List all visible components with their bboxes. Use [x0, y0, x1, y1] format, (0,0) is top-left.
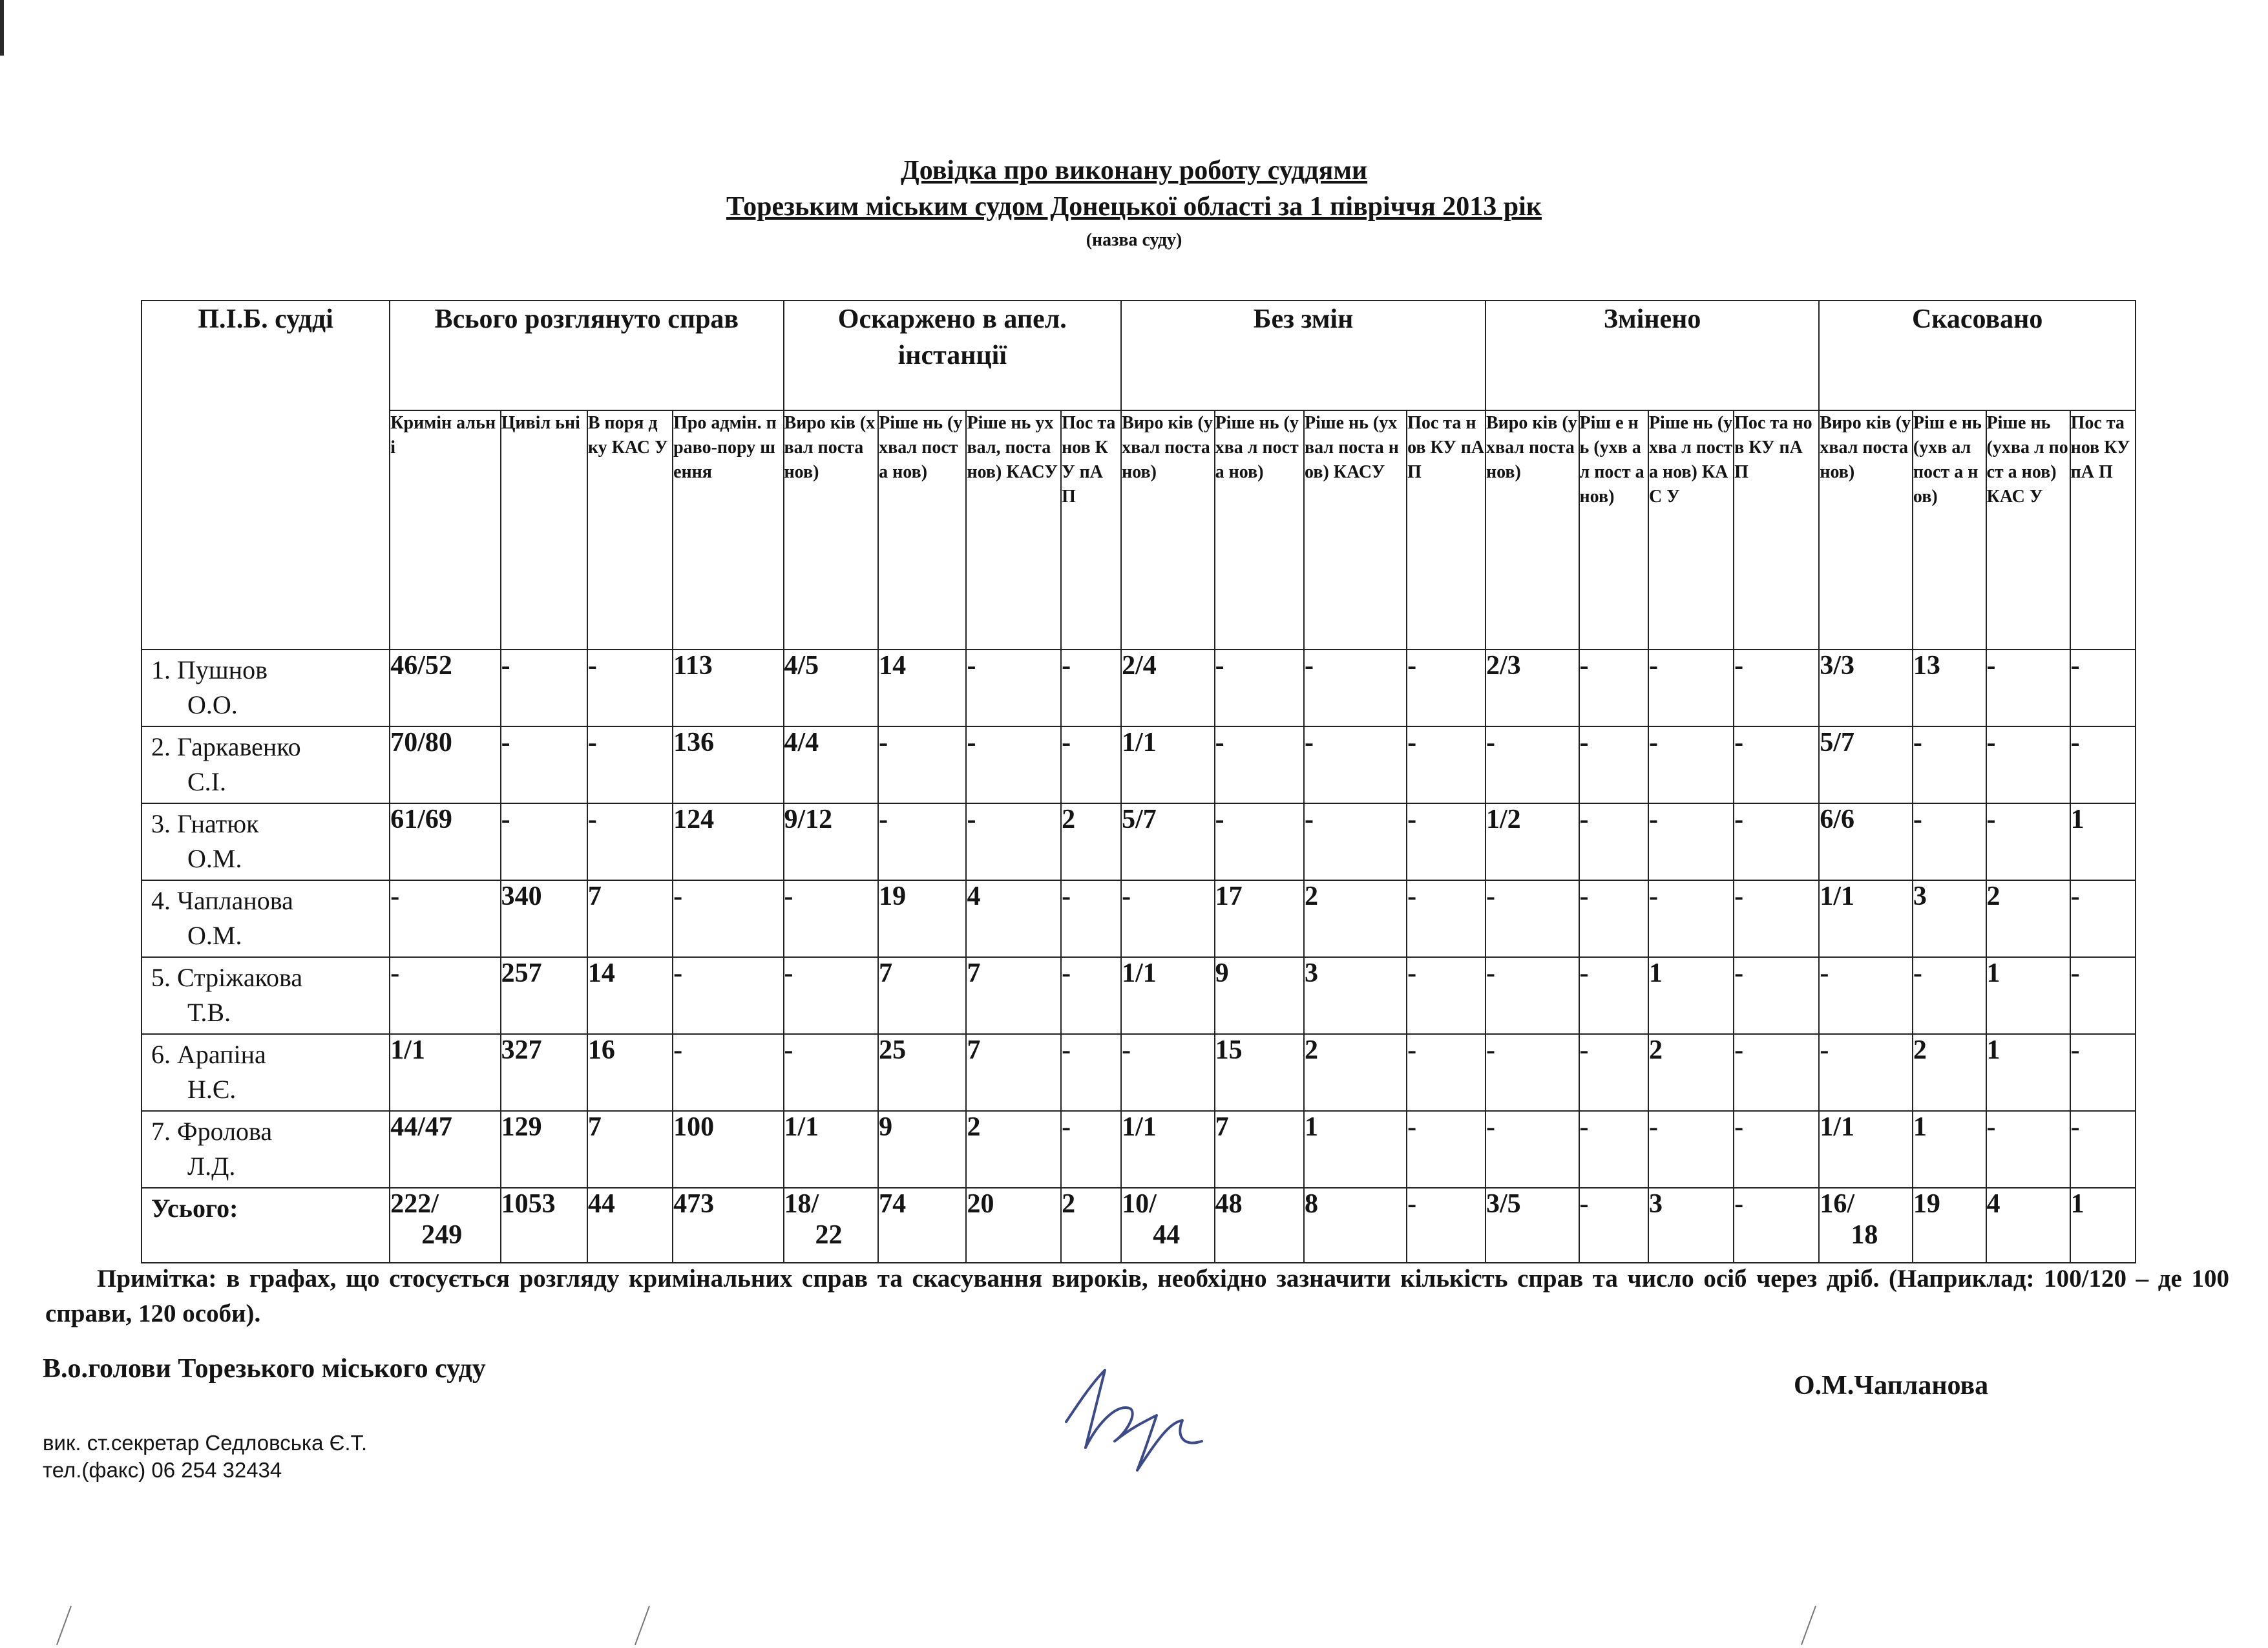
- total-value: 19: [1913, 1189, 1940, 1219]
- judge-name-cell: [142, 1111, 390, 1188]
- total-cell: [1486, 1188, 1579, 1263]
- table-cell: -: [1215, 803, 1304, 880]
- table-cell: 3/3: [1819, 650, 1913, 726]
- table-cell: -: [1986, 726, 2070, 803]
- table-cell: 2: [1986, 880, 2070, 957]
- table-cell: -: [1986, 1111, 2070, 1188]
- table-cell: 9/12: [784, 803, 879, 880]
- judge-name: 1. Пушнов: [151, 655, 268, 684]
- total-value: 3/5: [1486, 1189, 1521, 1219]
- subcolumn-header: Виро ків (ухвал поста нов): [1819, 410, 1913, 650]
- judge-name: 6. Арапіна: [151, 1040, 266, 1069]
- table-cell: -: [1913, 726, 1986, 803]
- subcolumn-header: Цивіл ьні: [501, 410, 587, 650]
- table-cell: 257: [501, 957, 587, 1034]
- table-cell: -: [673, 880, 783, 957]
- table-cell: -: [1648, 726, 1734, 803]
- total-cell: [1121, 1188, 1215, 1263]
- table-cell: 9: [1215, 957, 1304, 1034]
- total-label: Усього:: [142, 1188, 390, 1263]
- total-value: -: [1734, 1189, 1744, 1219]
- table-cell: -: [1734, 726, 1819, 803]
- table-cell: -: [1215, 726, 1304, 803]
- total-value: 22: [815, 1220, 843, 1250]
- court-caption: (назва суду): [1086, 230, 1182, 250]
- table-cell: -: [2070, 650, 2136, 726]
- table-cell: -: [1648, 650, 1734, 726]
- total-cell: [784, 1188, 879, 1263]
- table-cell: -: [1121, 880, 1215, 957]
- page-edge-mark: [0, 0, 4, 56]
- table-cell: -: [1215, 650, 1304, 726]
- judge-initials: О.М.: [187, 844, 242, 873]
- subcolumn-header: Ріше нь (ухва л пост а нов) КАС У: [1986, 410, 2070, 650]
- total-cell: [1215, 1188, 1304, 1263]
- table-cell: 1/1: [1121, 1111, 1215, 1188]
- table-cell: 5/7: [1819, 726, 1913, 803]
- total-value: 473: [673, 1189, 715, 1219]
- table-cell: 136: [673, 726, 783, 803]
- table-cell: 3: [1304, 957, 1407, 1034]
- executor-line: вик. ст.секретар Седловська Є.Т.: [43, 1431, 368, 1455]
- table-cell: 1/1: [1819, 1111, 1913, 1188]
- table-cell: -: [501, 803, 587, 880]
- total-value: 44: [1153, 1220, 1181, 1250]
- header-total-reviewed: Всього розглянуто справ: [390, 301, 783, 410]
- table-cell: 4: [966, 880, 1061, 957]
- subcolumn-header-row: [142, 410, 2136, 650]
- table-cell: 340: [501, 880, 587, 957]
- total-value: -: [1579, 1189, 1589, 1219]
- total-value: 249: [421, 1220, 463, 1250]
- table-cell: -: [1407, 957, 1486, 1034]
- table-cell: -: [966, 726, 1061, 803]
- table-cell: -: [1734, 1111, 1819, 1188]
- table-cell: 1: [1986, 957, 2070, 1034]
- table-row: [142, 803, 2136, 880]
- table-cell: -: [784, 957, 879, 1034]
- subcolumn-header: Про адмін. право-пору шення: [673, 410, 783, 650]
- judge-name-cell: [142, 957, 390, 1034]
- table-cell: 13: [1913, 650, 1986, 726]
- total-value: 3: [1648, 1189, 1663, 1219]
- table-cell: 2: [966, 1111, 1061, 1188]
- total-value: 18: [1851, 1220, 1878, 1250]
- table-cell: -: [1304, 650, 1407, 726]
- subcolumn-header: Ріш е нь (ухв ал пост а нов): [1579, 410, 1648, 650]
- table-cell: -: [1407, 650, 1486, 726]
- subcolumn-header: Пос та нов КУ пА П: [1734, 410, 1819, 650]
- table-cell: 61/69: [390, 803, 500, 880]
- subcolumn-header: В поря д ку КАС У: [587, 410, 673, 650]
- margin-mark-decoration: [630, 1603, 656, 1648]
- table-cell: 124: [673, 803, 783, 880]
- table-cell: -: [390, 880, 500, 957]
- table-cell: -: [1579, 650, 1648, 726]
- subcolumn-header: Пос та нов КУ пА П: [1061, 410, 1121, 650]
- table-cell: 100: [673, 1111, 783, 1188]
- table-cell: 46/52: [390, 650, 500, 726]
- subcolumn-header: Ріше нь (ухва л пост а нов) КАС У: [1648, 410, 1734, 650]
- table-cell: -: [2070, 726, 2136, 803]
- table-cell: -: [2070, 1034, 2136, 1111]
- table-cell: -: [1734, 650, 1819, 726]
- table-cell: 1/1: [1121, 957, 1215, 1034]
- table-cell: 1: [1986, 1034, 2070, 1111]
- subcolumn-header: Виро ків (ухвал поста нов): [1486, 410, 1579, 650]
- judge-initials: Л.Д.: [187, 1152, 236, 1181]
- table-row: [142, 957, 2136, 1034]
- table-cell: -: [1579, 1034, 1648, 1111]
- table-cell: -: [1407, 880, 1486, 957]
- table-cell: 15: [1215, 1034, 1304, 1111]
- total-cell: [1407, 1188, 1486, 1263]
- total-cell: [501, 1188, 587, 1263]
- table-cell: -: [1648, 1111, 1734, 1188]
- total-value: 4: [1986, 1189, 2000, 1219]
- table-cell: -: [1486, 880, 1579, 957]
- table-cell: 2: [1304, 880, 1407, 957]
- table-cell: 7: [966, 957, 1061, 1034]
- table-cell: 3: [1913, 880, 1986, 957]
- subcolumn-header: Ріше нь (ухвал поста нов): [878, 410, 966, 650]
- table-cell: 14: [587, 957, 673, 1034]
- table-cell: -: [1407, 726, 1486, 803]
- table-cell: -: [1407, 1111, 1486, 1188]
- table-cell: -: [1579, 880, 1648, 957]
- table-cell: 16: [587, 1034, 673, 1111]
- table-cell: 2: [1304, 1034, 1407, 1111]
- total-cell: [1986, 1188, 2070, 1263]
- table-cell: -: [673, 957, 783, 1034]
- total-value: 16/: [1820, 1189, 1854, 1219]
- table-cell: -: [1486, 1111, 1579, 1188]
- table-cell: 7: [587, 1111, 673, 1188]
- total-value: 44: [587, 1189, 615, 1219]
- table-cell: -: [1061, 650, 1121, 726]
- table-cell: -: [1819, 1034, 1913, 1111]
- report-subtitle: Торезьким міським судом Донецької області за 1 півріччя 2013 рік: [726, 192, 1542, 222]
- table-row: [142, 1111, 2136, 1188]
- table-cell: 7: [966, 1034, 1061, 1111]
- table-cell: 4/5: [784, 650, 879, 726]
- table-cell: -: [1407, 803, 1486, 880]
- total-cell: [1061, 1188, 1121, 1263]
- total-cell: [673, 1188, 783, 1263]
- table-cell: 1: [1913, 1111, 1986, 1188]
- table-cell: -: [1986, 803, 2070, 880]
- table-cell: -: [1913, 957, 1986, 1034]
- table-cell: 2: [1648, 1034, 1734, 1111]
- table-cell: 70/80: [390, 726, 500, 803]
- judge-initials: О.М.: [187, 921, 242, 950]
- signatory-name: О.М.Чапланова: [1794, 1371, 1989, 1400]
- table-cell: -: [2070, 1111, 2136, 1188]
- table-cell: -: [1648, 803, 1734, 880]
- total-value: 20: [967, 1189, 994, 1219]
- table-cell: -: [2070, 880, 2136, 957]
- table-cell: -: [1061, 880, 1121, 957]
- total-cell: [966, 1188, 1061, 1263]
- table-cell: -: [587, 726, 673, 803]
- judge-name-cell: [142, 650, 390, 726]
- table-cell: -: [966, 650, 1061, 726]
- table-cell: 1/2: [1486, 803, 1579, 880]
- table-cell: -: [2070, 957, 2136, 1034]
- total-value: 74: [879, 1189, 907, 1219]
- table-cell: 2: [1913, 1034, 1986, 1111]
- table-cell: 1: [1648, 957, 1734, 1034]
- table-cell: 327: [501, 1034, 587, 1111]
- total-value: 8: [1305, 1189, 1319, 1219]
- judge-initials: С.І.: [187, 767, 226, 796]
- table-cell: 1: [1304, 1111, 1407, 1188]
- table-cell: -: [1734, 880, 1819, 957]
- table-cell: -: [1819, 957, 1913, 1034]
- judge-name: 2. Гаркавенко: [151, 732, 301, 761]
- header-appealed: Оскаржено в апел. інстанції: [784, 301, 1122, 410]
- table-cell: 4/4: [784, 726, 879, 803]
- table-row: [142, 880, 2136, 957]
- table-cell: 2/3: [1486, 650, 1579, 726]
- table-cell: -: [784, 880, 879, 957]
- table-cell: -: [1579, 957, 1648, 1034]
- judge-name-cell: [142, 803, 390, 880]
- subcolumn-header: Кримін альні: [390, 410, 500, 650]
- table-cell: 6/6: [1819, 803, 1913, 880]
- judge-name: 4. Чапланова: [151, 886, 293, 915]
- footnote: Примітка: в графах, що стосується розгляду кримінальних справ та скасування вироків, необхідно зазначити кількість справ та число осіб через дріб. (Наприклад: 100/120 – де 100 справи, 120 особи).: [45, 1265, 2229, 1327]
- total-value: 48: [1215, 1189, 1243, 1219]
- table-cell: -: [1304, 726, 1407, 803]
- table-cell: 7: [878, 957, 966, 1034]
- table-body: [142, 650, 2136, 1263]
- table-cell: 44/47: [390, 1111, 500, 1188]
- judges-report-table: [141, 300, 2136, 1263]
- table-cell: 1/1: [390, 1034, 500, 1111]
- handwritten-signature: [1047, 1344, 1241, 1474]
- table-cell: -: [1579, 1111, 1648, 1188]
- table-cell: 25: [878, 1034, 966, 1111]
- table-cell: -: [501, 726, 587, 803]
- judge-initials: О.О.: [187, 690, 238, 719]
- table-cell: -: [1121, 1034, 1215, 1111]
- table-cell: 9: [878, 1111, 966, 1188]
- table-cell: -: [1579, 803, 1648, 880]
- subcolumn-header: Пос та нов КУ пА П: [2070, 410, 2136, 650]
- total-cell: [587, 1188, 673, 1263]
- judge-name: 7. Фролова: [151, 1117, 273, 1146]
- table-cell: -: [390, 957, 500, 1034]
- judge-name-cell: [142, 726, 390, 803]
- table-cell: -: [1061, 957, 1121, 1034]
- total-cell: [1734, 1188, 1819, 1263]
- table-cell: 1/1: [1819, 880, 1913, 957]
- phone-line: тел.(факс) 06 254 32434: [43, 1458, 282, 1482]
- total-row: [142, 1188, 2136, 1263]
- table-cell: 113: [673, 650, 783, 726]
- table-cell: -: [501, 650, 587, 726]
- table-cell: -: [1061, 726, 1121, 803]
- header-changed: Змінено: [1486, 301, 1819, 410]
- judge-name: 3. Гнатюк: [151, 809, 259, 838]
- header-unchanged: Без змін: [1121, 301, 1486, 410]
- judge-initials: Н.Є.: [187, 1075, 236, 1104]
- total-value: 1053: [501, 1189, 556, 1219]
- table-row: [142, 650, 2136, 726]
- table-cell: -: [587, 650, 673, 726]
- table-cell: 17: [1215, 880, 1304, 957]
- group-header-row: [142, 301, 2136, 410]
- table-row: [142, 1034, 2136, 1111]
- total-cell: [1819, 1188, 1913, 1263]
- table-cell: -: [1061, 1111, 1121, 1188]
- total-cell: [878, 1188, 966, 1263]
- table-cell: -: [1304, 803, 1407, 880]
- table-cell: -: [587, 803, 673, 880]
- table-cell: -: [1986, 650, 2070, 726]
- table-cell: -: [1486, 957, 1579, 1034]
- table-cell: -: [878, 803, 966, 880]
- total-value: 1: [2070, 1189, 2084, 1219]
- total-value: 18/: [784, 1189, 819, 1219]
- table-cell: -: [784, 1034, 879, 1111]
- table-cell: -: [1734, 803, 1819, 880]
- header-cancelled: Скасовано: [1819, 301, 2136, 410]
- subcolumn-header: Ріше нь (ухва л поста нов): [1215, 410, 1304, 650]
- table-cell: 1: [2070, 803, 2136, 880]
- table-cell: -: [1648, 880, 1734, 957]
- total-value: -: [1407, 1189, 1417, 1219]
- total-cell: [1304, 1188, 1407, 1263]
- judge-name-cell: [142, 880, 390, 957]
- table-cell: 1/1: [784, 1111, 879, 1188]
- table-row: [142, 726, 2136, 803]
- total-value: 10/: [1122, 1189, 1157, 1219]
- table-cell: -: [1061, 1034, 1121, 1111]
- table-cell: -: [673, 1034, 783, 1111]
- table-cell: 5/7: [1121, 803, 1215, 880]
- total-value: 222/: [390, 1189, 439, 1219]
- table-cell: 14: [878, 650, 966, 726]
- total-cell: [1579, 1188, 1648, 1263]
- subcolumn-header: Виро ків (ухвал поста нов): [1121, 410, 1215, 650]
- judge-name-cell: [142, 1034, 390, 1111]
- table-cell: 7: [587, 880, 673, 957]
- margin-mark-decoration: [1796, 1603, 1822, 1648]
- margin-mark-decoration: [52, 1603, 78, 1648]
- table-cell: 1/1: [1121, 726, 1215, 803]
- table-cell: 7: [1215, 1111, 1304, 1188]
- signatory-title: В.о.голови Торезького міського суду: [43, 1354, 486, 1384]
- table-cell: -: [1734, 957, 1819, 1034]
- table-cell: 2: [1061, 803, 1121, 880]
- total-cell: [390, 1188, 500, 1263]
- table-cell: 19: [878, 880, 966, 957]
- total-value: 2: [1062, 1189, 1076, 1219]
- subcolumn-header: Виро ків (хвал поста нов): [784, 410, 879, 650]
- table-cell: -: [1734, 1034, 1819, 1111]
- report-title: Довідка про виконану роботу суддями: [900, 156, 1368, 185]
- table-cell: -: [878, 726, 966, 803]
- subcolumn-header: Пос та нов КУ пА П: [1407, 410, 1486, 650]
- judge-name: 5. Стріжакова: [151, 963, 303, 992]
- table-cell: -: [966, 803, 1061, 880]
- judge-name-header: П.І.Б. судді: [142, 301, 390, 650]
- table-cell: -: [1486, 726, 1579, 803]
- subcolumn-header: Ріше нь (ухвал поста нов) КАСУ: [1304, 410, 1407, 650]
- table-cell: 129: [501, 1111, 587, 1188]
- subcolumn-header: Ріше нь ухвал, поста нов) КАСУ: [966, 410, 1061, 650]
- table-cell: 2/4: [1121, 650, 1215, 726]
- judge-initials: Т.В.: [187, 998, 231, 1027]
- total-cell: [1648, 1188, 1734, 1263]
- table-cell: -: [1407, 1034, 1486, 1111]
- total-cell: [1913, 1188, 1986, 1263]
- table-cell: -: [1486, 1034, 1579, 1111]
- table-cell: -: [1913, 803, 1986, 880]
- total-cell: [2070, 1188, 2136, 1263]
- subcolumn-header: Ріш е нь (ухв ал пост а нов): [1913, 410, 1986, 650]
- table-cell: -: [1579, 726, 1648, 803]
